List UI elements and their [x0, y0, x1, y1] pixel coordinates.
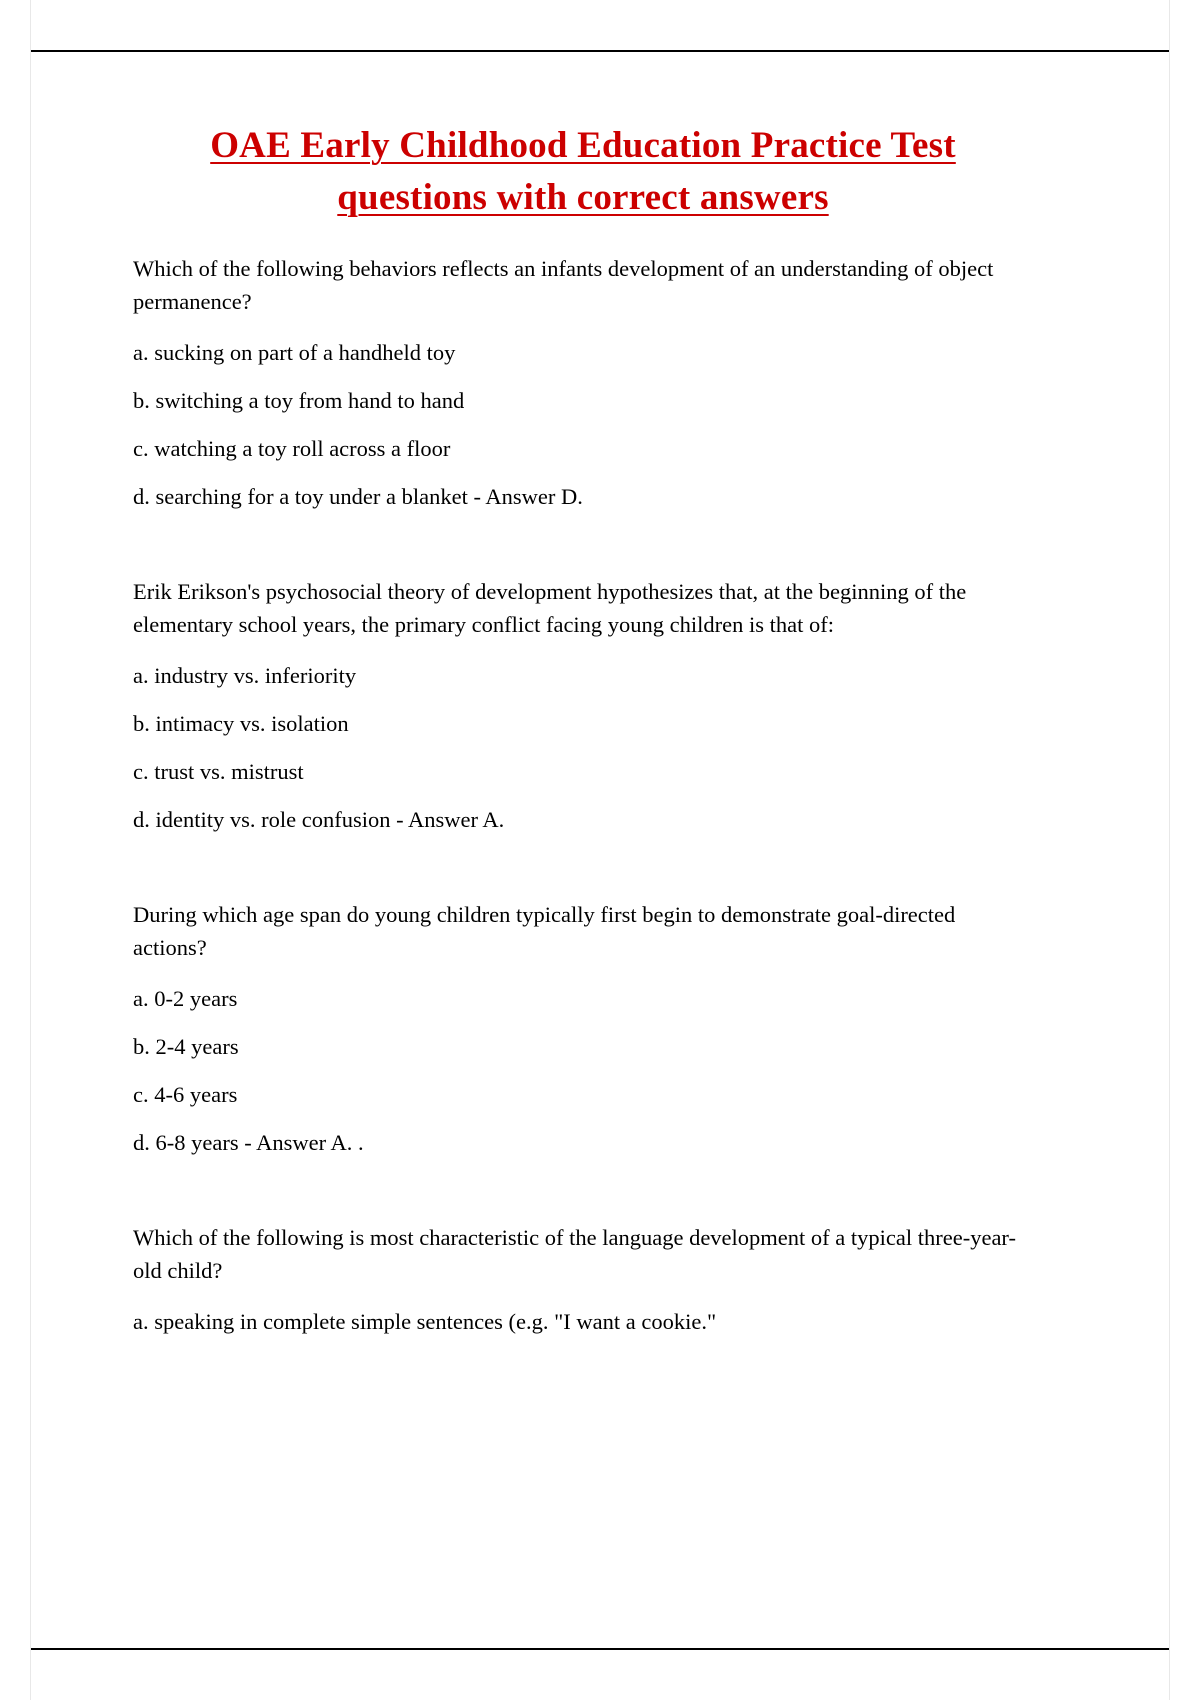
question-option: b. intimacy vs. isolation	[133, 711, 349, 736]
block-spacer	[133, 836, 1033, 872]
document-content	[133, 120, 1033, 1338]
question-option: a. industry vs. inferiority	[133, 663, 357, 688]
question-stem: Which of the following is most characteristic of the language development of a typical three-year-old child?	[133, 1225, 1016, 1283]
question-stem: Erik Erikson's psychosocial theory of development hypothesizes that, at the beginning of the elementary school years, the primary conflict facing young children is that of:	[133, 579, 967, 637]
question-option-answer: d. 6-8 years - Answer A. .	[133, 1130, 364, 1155]
question-block	[133, 575, 1033, 836]
header-rule	[31, 50, 1169, 52]
footer-rule	[31, 1648, 1169, 1650]
question-option: c. trust vs. mistrust	[133, 759, 304, 784]
block-spacer	[133, 513, 1033, 549]
question-block	[133, 252, 1033, 513]
question-block	[133, 898, 1033, 1159]
page-title	[133, 120, 1033, 224]
question-option: c. 4-6 years	[133, 1082, 238, 1107]
question-stem: Which of the following behaviors reflects an infants development of an understanding of object permanence?	[133, 256, 994, 314]
page-border-right	[1169, 0, 1170, 1700]
question-option-answer: d. identity vs. role confusion - Answer A.	[133, 807, 505, 832]
question-option: c. watching a toy roll across a floor	[133, 436, 451, 461]
question-option: a. 0-2 years	[133, 986, 238, 1011]
page-title-line-1: OAE Early Childhood Education Practice Test	[210, 125, 956, 166]
page-border-left	[30, 0, 31, 1700]
question-option-answer: d. searching for a toy under a blanket - Answer D.	[133, 484, 583, 509]
question-block	[133, 1221, 1033, 1338]
question-stem: During which age span do young children typically first begin to demonstrate goal-directed actions?	[133, 902, 956, 960]
question-option: a. sucking on part of a handheld toy	[133, 340, 456, 365]
question-option: a. speaking in complete simple sentences (e.g. "I want a cookie."	[133, 1309, 717, 1334]
page-title-line-2: questions with correct answers	[337, 177, 829, 218]
question-option: b. switching a toy from hand to hand	[133, 388, 465, 413]
block-spacer	[133, 1159, 1033, 1195]
question-option: b. 2-4 years	[133, 1034, 239, 1059]
